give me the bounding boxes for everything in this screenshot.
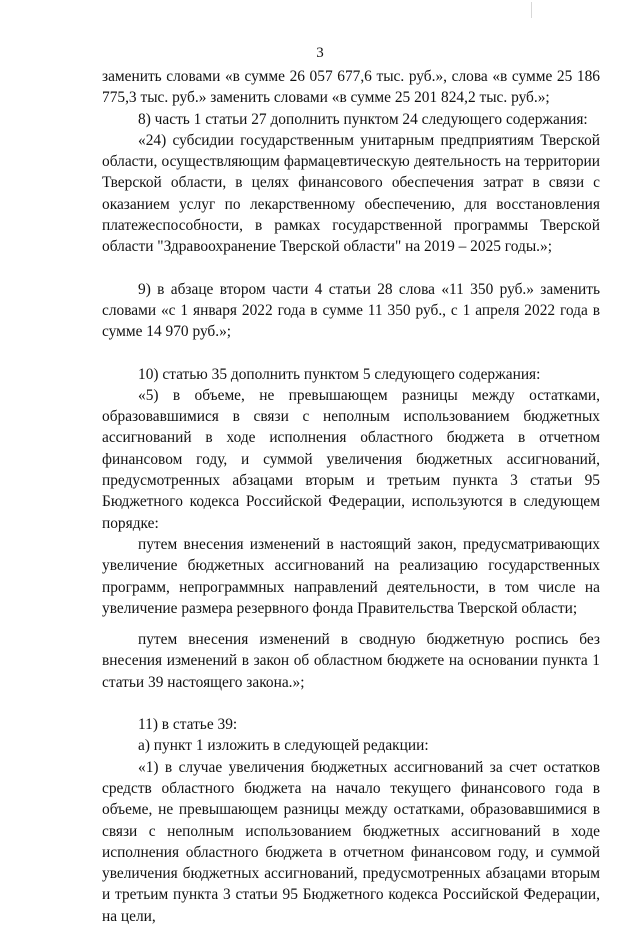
paragraph-item-11: 11) в статье 39: <box>138 716 238 734</box>
paragraph-item-24-text: «24) субсидии государственным унитарным предприятиям Тверской области, осуществляющим фармацевтическую деятельность на территории Тверской области, в целях финансового обеспечения затрат в связи с оказанием услуг по лекарственному обеспечению, для восстановления платежеспособности, в рамках государственной программы Тверской области "Здравоохранение Тверской области" на 2019 – 2025 годы.»; <box>102 131 600 256</box>
paragraph-item-5-text: «5) в объеме, не превышающем разницы между остатками, образовавшимися в связи с неполным использованием бюджетных ассигнований в ходе исполнения областного бюджета в отчетном финансовом году, и суммой увеличения бюджетных ассигнований, предусмотренных абзацами вторым и третьим пункта 3 статьи 95 Бюджетного кодекса Российской Федерации, используются в следующем порядке: <box>102 386 600 532</box>
paragraph-continuation: заменить словами «в сумме 26 057 677,6 тыс. руб.», слова «в сумме 25 186 775,3 тыс. руб.» заменить словами «в сумме 25 201 824,2 тыс. руб.»; <box>102 68 600 107</box>
paragraph-item-10: 10) статью 35 дополнить пунктом 5 следующего содержания: <box>138 365 541 383</box>
paragraph-second-method: путем внесения изменений в сводную бюджетную роспись без внесения изменений в закон об областном бюджете на основании пункта 1 статьи 39 настоящего закона.»; <box>102 631 600 691</box>
paragraph-subitem-a: а) пункт 1 изложить в следующей редакции: <box>138 737 429 755</box>
paragraph-item-1-text: «1) в случае увеличения бюджетных ассигнований за счет остатков средств областного бюджета на начало текущего финансового года в объеме, не превышающем разницы между остатками, образовавшимися в связи с неполным использованием бюджетных ассигнований в ходе исполнения областного бюджета в отчетном финансовом году, и суммой увеличения бюджетных ассигнований, предусмотренных абзацами вторым и третьим пункта 3 статьи 95 Бюджетного кодекса Российской Федерации, на цели, <box>102 758 600 925</box>
page-number: 3 <box>316 45 324 61</box>
document-body <box>102 66 600 927</box>
paragraph-first-method: путем внесения изменений в настоящий закон, предусматривающих увеличение бюджетных ассигнований на реализацию государственных программ, непрограммных направлений деятельности, в том числе на увеличение размера резервного фонда Правительства Тверской области; <box>102 535 600 617</box>
scan-artifact <box>531 2 532 18</box>
paragraph-item-8: 8) часть 1 статьи 27 дополнить пунктом 24 следующего содержания: <box>138 110 588 128</box>
paragraph-item-9: 9) в абзаце втором части 4 статьи 28 слова «11 350 руб.» заменить словами «с 1 января 2022 года в сумме 11 350 руб., с 1 апреля 2022 года в сумме 14 970 руб.»; <box>102 280 600 341</box>
